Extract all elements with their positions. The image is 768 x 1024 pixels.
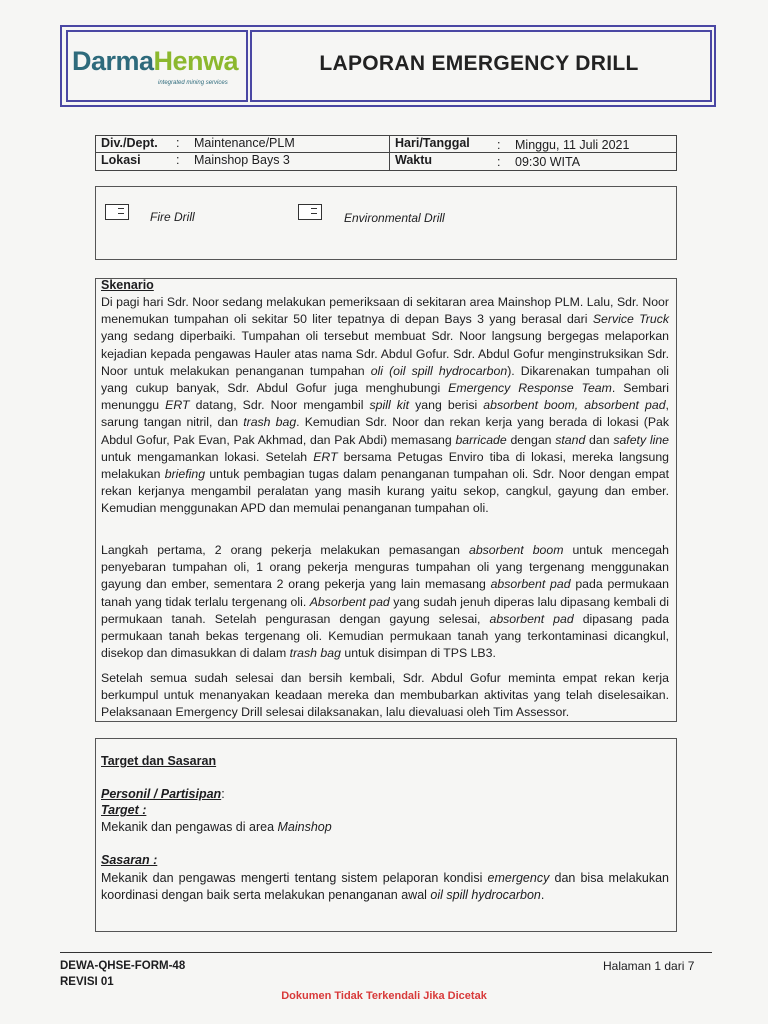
info-table — [95, 135, 677, 171]
drill-type-box — [95, 186, 677, 260]
logo-text-henwa: Henwa — [153, 46, 239, 76]
div-value: Maintenance/PLM — [194, 136, 295, 150]
target-section-title: Target dan Sasaran — [101, 754, 217, 768]
logo-text-darma: Darma — [72, 46, 154, 76]
waktu-label: Waktu — [395, 153, 433, 167]
hari-value: Minggu, 11 Juli 2021 — [515, 138, 630, 152]
colon: : — [497, 155, 501, 169]
scenario-paragraph-2: Langkah pertama, 2 orang pekerja melakukan pemasangan absorbent boom untuk mencegah penyebaran tumpahan oli, 1 orang pekerja menguras tumpahan oli yang tergenang menggunakan gayung dan ember, sementara 2 orang pekerja yang lain memasang absorbent pad pada permukaan tanah yang tidak terlalu tergenang oli. Absorbent pad yang sudah jenuh diperas lalu dipasang kembali di permukaan tanah. Setelah pengurasan dengan gayung selesai, absorbent pad dipasang pada permukaan tanah bekas tergenang oli. Kemudian permukaan tanah yang terkontaminasi dicangkul, disekop dan dimasukkan di dalam trash bag untuk disimpan di TPS LB3. — [101, 543, 669, 661]
fire-drill-label: Fire Drill — [150, 210, 195, 224]
colon: : — [176, 136, 180, 150]
page-number: Halaman 1 dari 7 — [603, 959, 695, 973]
div-label: Div./Dept. — [101, 136, 158, 150]
logo-tagline: integrated mining services — [158, 80, 228, 86]
colon: : — [176, 153, 180, 167]
colon: : — [497, 138, 501, 152]
environmental-drill-checkbox[interactable] — [298, 204, 322, 220]
uncontrolled-document-warning: Dokumen Tidak Terkendali Jika Dicetak — [281, 990, 487, 1002]
fire-drill-checkbox[interactable] — [105, 204, 129, 220]
scenario-title: Skenario — [101, 278, 154, 292]
company-logo — [72, 46, 238, 77]
table-divider — [389, 136, 390, 170]
sasaran-label: Sasaran : — [101, 853, 158, 867]
scenario-paragraph-1: Di pagi hari Sdr. Noor sedang melakukan pemeriksaan di sekitaran area Mainshop PLM. Lalu, Sdr. Noor menemukan tumpahan oli sekitar 50 liter tepatnya di depan Bays 3 yang berasal dari Service Truck yang sedang diperbaiki. Tumpahan oli tersebut membuat Sdr. Noor langsung bergegas melaporkan kejadian kepada pengawas Hauler atas nama Sdr. Abdul Gofur. Sdr. Abdul Gofur menginstruksikan Sdr. Noor untuk melakukan penanganan tumpahan oli (oil spill hydrocarbon). Dikarenakan tumpahan oli yang cukup banyak, Sdr. Abdul Gofur juga menghubungi Emergency Response Team. Sembari menunggu ERT datang, Sdr. Noor mengambil spill kit yang berisi absorbent boom, absorbent pad, sarung tangan nitril, dan trash bag. Kemudian Sdr. Noor dan rekan kerja yang berada di lokasi (Pak Abdul Gofur, Pak Evan, Pak Akhmad, dan Pak Abdi) memasang barricade dengan stand dan safety line untuk mengamankan lokasi. Setelah ERT bersama Petugas Enviro tiba di lokasi, mereka langsung melakukan briefing untuk pembagian tugas dalam penanganan tumpahan oli. Sdr. Noor dengan empat rekan kerjanya mengambil peralatan yang masih kurang yaitu sekop, cangkul, gayung dan ember. Kemudian menggunakan APD dan memulai penanganan tumpahan oli. — [101, 295, 670, 516]
waktu-value: 09:30 WITA — [515, 155, 581, 169]
page-title: LAPORAN EMERGENCY DRILL — [319, 52, 639, 75]
footer-divider — [60, 952, 712, 953]
table-divider — [96, 152, 676, 153]
form-code-block — [60, 958, 185, 990]
environmental-drill-label: Environmental Drill — [344, 211, 445, 225]
form-code: DEWA-QHSE-FORM-48 — [60, 960, 186, 972]
lokasi-label: Lokasi — [101, 153, 141, 167]
revision: REVISI 01 — [60, 976, 114, 988]
personil-heading: Personil / Partisipan: — [101, 787, 225, 801]
target-label: Target : — [101, 803, 147, 817]
scenario-paragraph-3: Setelah semua sudah selesai dan bersih kembali, Sdr. Abdul Gofur meminta empat rekan kerja berkumpul untuk menanyakan keadaan mereka dan membubarkan aktivitas yang telah diselesaikan. Pelaksanaan Emergency Drill selesai dilaksanakan, lalu dievaluasi oleh Tim Assessor. — [101, 671, 669, 720]
hari-label: Hari/Tanggal — [395, 136, 470, 150]
target-text: Mekanik dan pengawas di area Mainshop — [101, 820, 332, 834]
sasaran-text: Mekanik dan pengawas mengerti tentang sistem pelaporan kondisi emergency dan bisa melakukan koordinasi dengan baik serta melakukan penanganan awal oil spill hydrocarbon. — [101, 871, 670, 902]
lokasi-value: Mainshop Bays 3 — [194, 153, 290, 167]
